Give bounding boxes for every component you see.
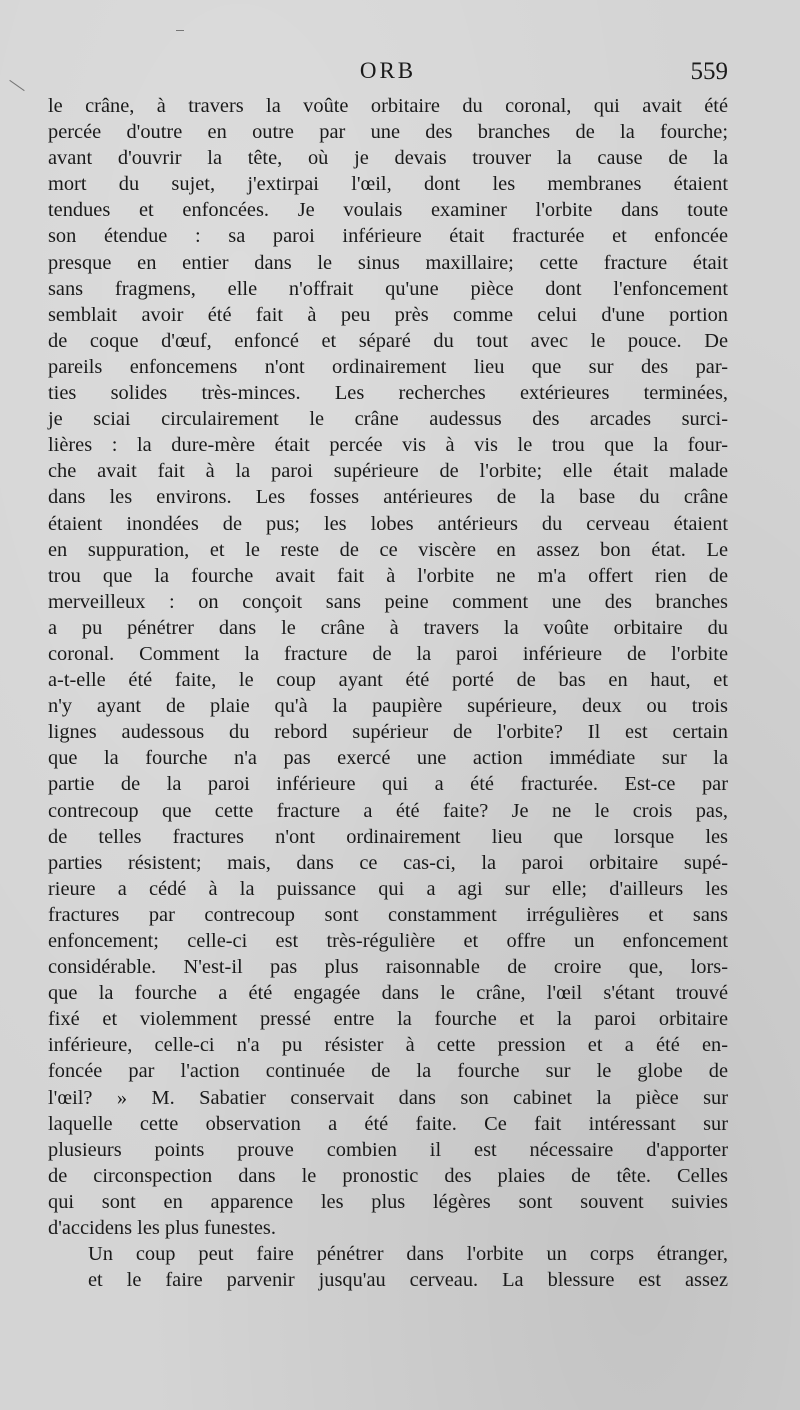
text-line: n'y ayant de plaie qu'à la paupière supérieure, deux ou trois	[48, 695, 728, 718]
text-line: que la fourche n'a pas exercé une action immédiate sur la	[48, 747, 728, 770]
text-line: laquelle cette observation a été faite. Ce fait intéressant sur	[48, 1112, 728, 1135]
running-head: ORB	[359, 58, 417, 83]
text-line: tendues et enfoncées. Je voulais examiner l'orbite dans toute	[48, 199, 728, 222]
text-line: lières : la dure-mère était percée vis à vis le trou que la four-	[48, 434, 728, 457]
body-text	[48, 93, 728, 1293]
text-line: qui sont en apparence les plus légères sont souvent suivies	[48, 1190, 728, 1213]
text-line: a-t-elle été faite, le coup ayant été porté de bas en haut, et	[48, 669, 728, 692]
text-line: enfoncement; celle-ci est très-régulière et offre un enfoncement	[48, 930, 728, 952]
text-line: fixé et violemment pressé entre la fourche et la paroi orbitaire	[48, 1008, 728, 1031]
text-line: lignes audessous du rebord supérieur de l'orbite? Il est certain	[48, 721, 728, 744]
text-line: sans fragmens, elle n'offrait qu'une pièce dont l'enfoncement	[48, 277, 728, 300]
text-line: inférieure, celle-ci n'a pu résister à cette pression et a été en-	[48, 1034, 728, 1057]
text-line: coronal. Comment la fracture de la paroi inférieure de l'orbite	[48, 642, 728, 665]
text-line: foncée par l'action continuée de la fourche sur le globe de	[48, 1060, 728, 1083]
text-line: Un coup peut faire pénétrer dans l'orbite un corps étranger,	[88, 1243, 728, 1266]
text-line: pareils enfoncemens n'ont ordinairement lieu que sur des par-	[48, 355, 728, 378]
text-line: et le faire parvenir jusqu'au cerveau. La blessure est assez	[88, 1269, 728, 1292]
text-line: de telles fractures n'ont ordinairement lieu que lorsque les	[48, 825, 728, 848]
text-line: je sciai circulairement le crâne audessus des arcades surci-	[48, 408, 728, 431]
page-number: 559	[690, 58, 728, 85]
margin-mark	[9, 80, 24, 91]
text-line: che avait fait à la paroi supérieure de l'orbite; elle était malade	[48, 460, 728, 483]
text-line: parties résistent; mais, dans ce cas-ci, la paroi orbitaire supé-	[48, 851, 728, 874]
text-line: ties solides très-minces. Les recherches extérieures terminées,	[48, 382, 728, 405]
text-line: plusieurs points prouve combien il est nécessaire d'apporter	[48, 1138, 728, 1161]
text-line: semblait avoir été fait à peu près comme celui d'une portion	[48, 303, 728, 326]
text-line: percée d'outre en outre par une des branches de la fourche;	[48, 121, 728, 144]
text-line: son étendue : sa paroi inférieure était fracturée et enfoncée	[48, 225, 728, 248]
text-line: de coque d'œuf, enfoncé et séparé du tout avec le pouce. De	[48, 329, 728, 352]
text-line: contrecoup que cette fracture a été faite? Je ne le crois pas,	[48, 799, 728, 822]
text-line: mort du sujet, j'extirpai l'œil, dont les membranes étaient	[48, 173, 728, 196]
text-line: considérable. N'est-il pas plus raisonnable de croire que, lors-	[48, 956, 728, 979]
page-header	[48, 58, 728, 92]
paragraph	[48, 1241, 728, 1293]
text-line: merveilleux : on conçoit sans peine comment une des branches	[48, 590, 728, 613]
margin-mark	[176, 30, 184, 31]
text-line: en suppuration, et le reste de ce viscère en assez bon état. Le	[48, 538, 728, 561]
text-line: dans les environs. Les fosses antérieures de la base du crâne	[48, 486, 728, 509]
text-line: presque en entier dans le sinus maxillaire; cette fracture était	[48, 251, 728, 274]
text-line: avant d'ouvrir la tête, où je devais trouver la cause de la	[48, 147, 728, 170]
text-line: trou que la fourche avait fait à l'orbite ne m'a offert rien de	[48, 564, 728, 587]
paragraph	[48, 93, 728, 1241]
text-line: que la fourche a été engagée dans le crâne, l'œil s'étant trouvé	[48, 982, 728, 1005]
text-line: a pu pénétrer dans le crâne à travers la voûte orbitaire du	[48, 616, 728, 639]
text-line: d'accidens les plus funestes.	[48, 1217, 276, 1240]
text-line: étaient inondées de pus; les lobes antérieurs du cerveau étaient	[48, 512, 728, 535]
text-line: partie de la paroi inférieure qui a été fracturée. Est-ce par	[48, 773, 728, 796]
text-line: de circonspection dans le pronostic des plaies de tête. Celles	[48, 1164, 728, 1187]
text-line: le crâne, à travers la voûte orbitaire du coronal, qui avait été	[48, 95, 728, 117]
text-line: l'œil? » M. Sabatier conservait dans son cabinet la pièce sur	[48, 1086, 728, 1109]
text-line: fractures par contrecoup sont constamment irrégulières et sans	[48, 903, 728, 926]
text-line: rieure a cédé à la puissance qui a agi sur elle; d'ailleurs les	[48, 877, 728, 900]
